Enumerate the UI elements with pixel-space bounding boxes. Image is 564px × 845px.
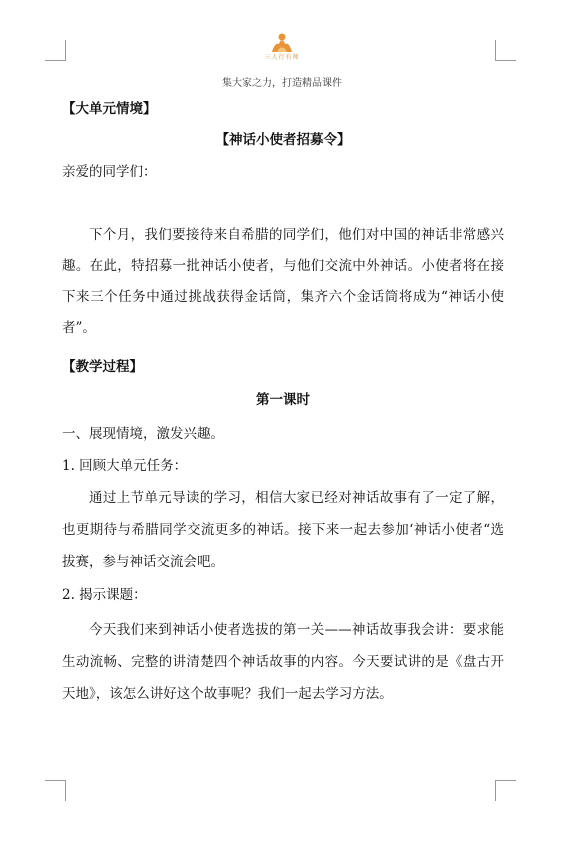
crop-mark-bottom-right <box>495 780 516 801</box>
step-1-heading: 一、展现情境，激发兴趣。 <box>62 426 224 442</box>
flame-logo-icon <box>269 32 295 54</box>
item-2-body: 今天我们来到神话小使者选拔的第一关——神话故事我会讲：要求能生动流畅、完整的讲清楚四个神话故事的内容。今天要试讲的是《盘古开天地》，该怎么讲好这个故事呢？我们一起去学习方法。 <box>62 622 504 702</box>
notice-body: 下个月，我们要接待来自希腊的同学们，他们对中国的神话非常感兴趣。在此，特招募一批神话小使者，与他们交流中外神话。小使者将在接下来三个任务中通过挑战获得金话筒，集齐六个金话筒将成为“神话小使者”。 <box>62 227 504 336</box>
item-2-heading: 2. 揭示课题： <box>62 587 147 603</box>
header-logo <box>262 32 302 68</box>
notice-title: 【神话小使者招募令】 <box>215 132 351 148</box>
process-heading: 【教学过程】 <box>62 359 143 375</box>
item-1-heading: 1. 回顾大单元任务： <box>62 458 188 474</box>
item-1-body: 通过上节单元导读的学习，相信大家已经对神话故事有了一定了解，也更期待与希腊同学交流更多的神话。接下来一起去参加‘神话小使者“选拔赛，参与神话交流会吧。 <box>62 490 504 570</box>
header-tagline: 集大家之力，打造精品课件 <box>222 78 342 89</box>
crop-mark-bottom-left <box>45 780 66 801</box>
unit-heading: 【大单元情境】 <box>62 101 157 117</box>
greeting: 亲爱的同学们： <box>62 164 157 180</box>
crop-mark-top-left <box>45 40 66 61</box>
lesson-title: 第一课时 <box>256 392 310 408</box>
crop-mark-top-right <box>495 40 516 61</box>
logo-text: 三人行有师 <box>264 54 300 61</box>
